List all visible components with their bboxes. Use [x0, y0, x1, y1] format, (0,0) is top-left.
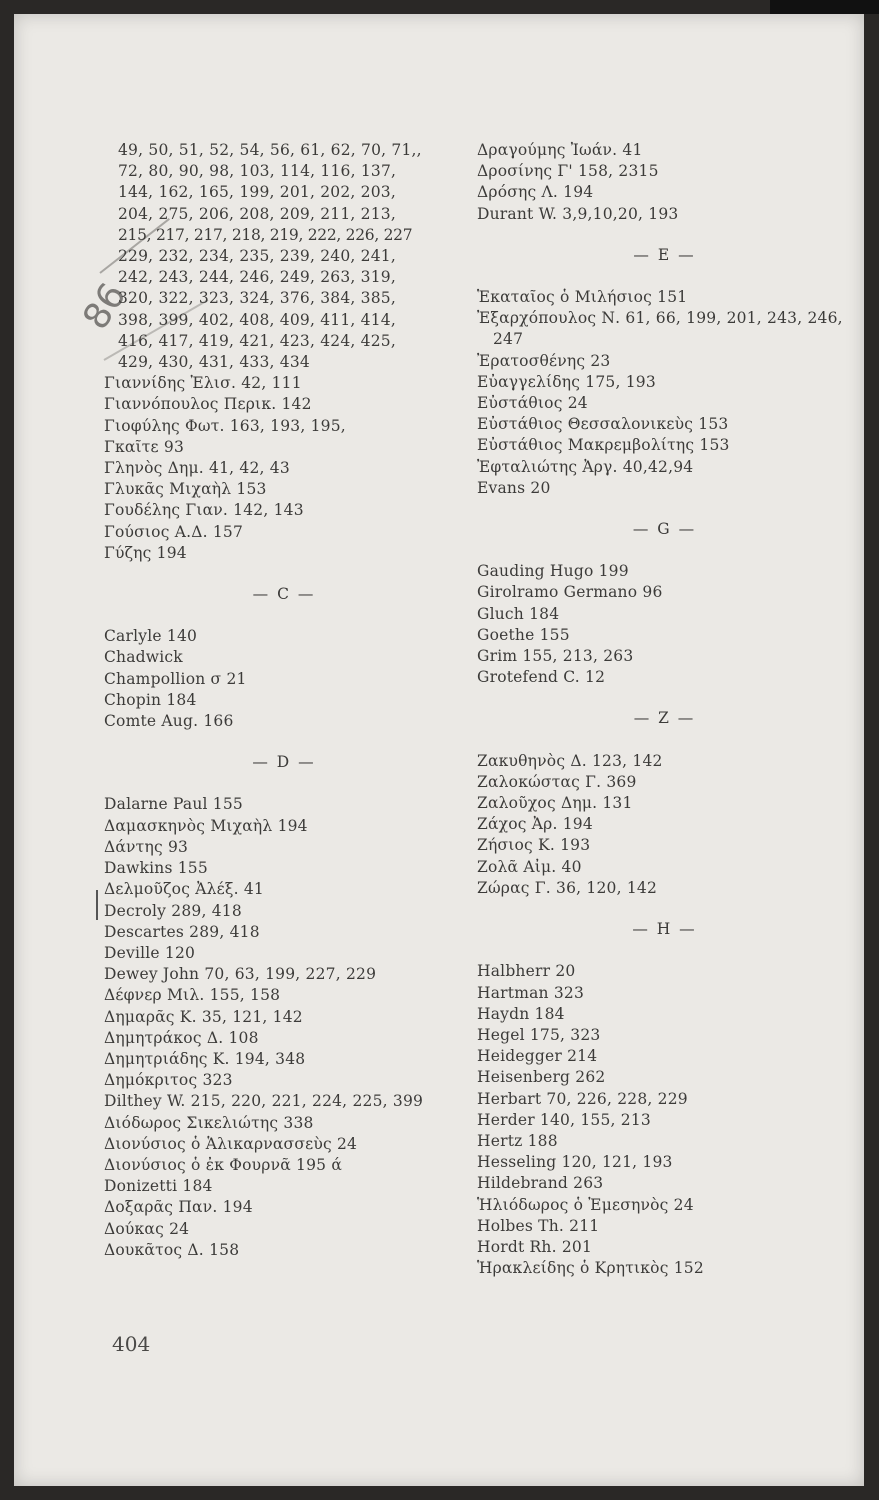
left-index-column — [104, 140, 464, 1261]
index-entry: 229, 232, 234, 235, 239, 240, 241, — [118, 247, 396, 266]
index-entry: Δούκας 24 — [104, 1219, 190, 1238]
right-index-column — [477, 140, 852, 1279]
index-entry: Δρόσης Λ. 194 — [477, 183, 594, 202]
section-heading-g: — G — — [632, 520, 697, 539]
section-heading-c: — C — — [252, 585, 316, 604]
index-entry: 320, 322, 323, 324, 376, 384, 385, — [118, 289, 396, 308]
index-entry: Δαμασκηνὸς Μιχαὴλ 194 — [104, 816, 308, 835]
index-entry: Δέφνερ Μιλ. 155, 158 — [104, 986, 281, 1005]
index-entry: Γιαννίδης Ἐλισ. 42, 111 — [104, 374, 302, 393]
section-d-entries — [104, 794, 464, 1260]
index-entry: Ζάχος Ἀρ. 194 — [477, 815, 593, 834]
index-entry: Halbherr 20 — [477, 962, 576, 981]
index-entry: Hildebrand 263 — [477, 1174, 604, 1193]
index-entry: Δοξαρᾶς Παν. 194 — [104, 1198, 253, 1217]
index-entry: Διονύσιος ὁ ἐκ Φουρνᾶ 195 ά — [104, 1155, 343, 1174]
index-entry: Δημαρᾶς Κ. 35, 121, 142 — [104, 1007, 303, 1026]
index-entry: Donizetti 184 — [104, 1177, 213, 1196]
section-z-entries — [477, 751, 852, 899]
index-entry: Chadwick — [104, 648, 183, 667]
index-entry: Δημόκριτος 323 — [104, 1071, 233, 1090]
index-entry: Εὐστάθιος Θεσσαλονικεὺς 153 — [477, 415, 729, 434]
index-entry: Decroly 289, 418 — [104, 901, 242, 920]
index-entry: Γιοφύλης Φωτ. 163, 193, 195, — [104, 416, 346, 435]
index-entry: Grotefend C. 12 — [477, 668, 606, 687]
index-entry: Evans 20 — [477, 478, 551, 497]
index-entry: Ζήσιος Κ. 193 — [477, 836, 591, 855]
section-heading-d: — D — — [252, 753, 316, 772]
index-entry: Ἐρατοσθένης 23 — [477, 351, 611, 370]
section-e-entries — [477, 287, 852, 499]
index-entry: Grim 155, 213, 263 — [477, 647, 634, 666]
index-entry: Hordt Rh. 201 — [477, 1237, 593, 1256]
index-entry: Εὐστάθιος 24 — [477, 394, 588, 413]
index-entry: Dewey John 70, 63, 199, 227, 229 — [104, 965, 377, 984]
index-entry: Εὐαγγελίδης 175, 193 — [477, 372, 656, 391]
section-heading-z: — Z — — [633, 709, 696, 728]
index-entry: Dilthey W. 215, 220, 221, 224, 225, 399 — [104, 1092, 424, 1111]
section-c-entries — [104, 626, 464, 732]
page-number: 404 — [112, 1332, 151, 1356]
index-entry: 416, 417, 419, 421, 423, 424, 425, — [118, 331, 396, 350]
index-entry: Ζαλοῦχος Δημ. 131 — [477, 794, 633, 813]
index-entry: Ζώρας Γ. 36, 120, 142 — [477, 878, 658, 897]
page-number-block — [104, 140, 464, 373]
index-entry: 398, 399, 402, 408, 409, 411, 414, — [118, 310, 396, 329]
index-entry: 429, 430, 431, 433, 434 — [118, 353, 310, 372]
index-entry: Γιαννόπουλος Περικ. 142 — [104, 395, 312, 414]
index-entry: Δελμοῦζος Ἀλέξ. 41 — [104, 880, 264, 899]
index-entry: Haydn 184 — [477, 1004, 565, 1023]
index-entry: Δάντης 93 — [104, 837, 189, 856]
index-entry: Ζολᾶ Αἰμ. 40 — [477, 857, 582, 876]
index-entry: Hesseling 120, 121, 193 — [477, 1153, 673, 1172]
index-entry: 144, 162, 165, 199, 201, 202, 203, — [118, 183, 396, 202]
index-entry: Durant W. 3,9,10,20, 193 — [477, 204, 679, 223]
index-entry: Champollion σ 21 — [104, 669, 247, 688]
index-entry: 72, 80, 90, 98, 103, 114, 116, 137, — [118, 162, 397, 181]
index-entry: Dawkins 155 — [104, 859, 208, 878]
index-entry: Girolramo Germano 96 — [477, 583, 663, 602]
section-g-entries — [477, 561, 852, 688]
index-entry: Hartman 323 — [477, 983, 585, 1002]
gamma-entries — [104, 373, 464, 564]
index-entry: Δημητράκος Δ. 108 — [104, 1028, 259, 1047]
pencil-margin-note: 86 — [75, 276, 135, 337]
index-entry: Heidegger 214 — [477, 1047, 598, 1066]
index-entry: Chopin 184 — [104, 690, 197, 709]
index-entry: Descartes 289, 418 — [104, 922, 260, 941]
index-entry: Holbes Th. 211 — [477, 1216, 600, 1235]
index-entry: Carlyle 140 — [104, 627, 198, 646]
section-h-entries — [477, 961, 852, 1279]
index-entry: Δραγούμης Ἰωάν. 41 — [477, 141, 643, 159]
index-entry: Γληνὸς Δημ. 41, 42, 43 — [104, 459, 290, 478]
index-entry: Γούσιος Α.Δ. 157 — [104, 522, 244, 541]
pencil-mark — [96, 890, 98, 920]
section-heading-e: — E — — [633, 245, 696, 264]
index-entry: Herder 140, 155, 213 — [477, 1110, 651, 1129]
index-entry: Heisenberg 262 — [477, 1068, 606, 1087]
index-entry: 242, 243, 244, 246, 249, 263, 319, — [118, 268, 396, 287]
index-entry: Ἡρακλείδης ὁ Κρητικὸς 152 — [477, 1259, 704, 1278]
index-entry: Ἑκαταῖος ὁ Μιλήσιος 151 — [477, 288, 688, 307]
index-entry: Γλυκᾶς Μιχαὴλ 153 — [104, 480, 267, 499]
index-entry: Δημητριάδης Κ. 194, 348 — [104, 1049, 306, 1068]
index-entry: 215, 217, 217, 218, 219, 222, 226, 227 — [118, 225, 413, 244]
index-entry: Γκαῖτε 93 — [104, 437, 185, 456]
section-heading-h: — H — — [632, 920, 697, 939]
index-entry: Γύζης 194 — [104, 543, 187, 562]
index-entry: Ἐφταλιώτης Ἀργ. 40,42,94 — [477, 457, 694, 476]
index-entry: Deville 120 — [104, 943, 196, 962]
index-entry: Διόδωρος Σικελιώτης 338 — [104, 1113, 314, 1132]
index-entry: Δουκᾶτος Δ. 158 — [104, 1240, 240, 1259]
index-entry: Hertz 188 — [477, 1131, 558, 1150]
index-entry: Ζαλοκώστας Γ. 369 — [477, 772, 637, 791]
index-entry: Ἐξαρχόπουλος Ν. 61, 66, 199, 201, 243, 246, 247 — [477, 309, 843, 349]
index-entry: 49, 50, 51, 52, 54, 56, 61, 62, 70, 71,, — [118, 141, 422, 159]
index-entry: Γουδέλης Γιαν. 142, 143 — [104, 501, 304, 520]
index-entry: Hegel 175, 323 — [477, 1025, 601, 1044]
index-entry: Herbart 70, 226, 228, 229 — [477, 1089, 688, 1108]
index-entry: Dalarne Paul 155 — [104, 795, 243, 814]
index-entry: Gluch 184 — [477, 604, 560, 623]
index-entry: Ζακυθηνὸς Δ. 123, 142 — [477, 751, 663, 770]
index-entry: Goethe 155 — [477, 625, 570, 644]
index-entry: Comte Aug. 166 — [104, 712, 234, 731]
top-entries — [477, 140, 852, 225]
index-entry: Gauding Hugo 199 — [477, 562, 629, 581]
index-entry: 204, 275, 206, 208, 209, 211, 213, — [118, 204, 396, 223]
index-entry: Εὐστάθιος Μακρεμβολίτης 153 — [477, 436, 730, 455]
index-entry: Ἡλιόδωρος ὁ Ἐμεσηνὸς 24 — [477, 1195, 694, 1214]
index-entry: Δροσίνης Γ' 158, 2315 — [477, 162, 659, 181]
scan-edge — [770, 0, 879, 14]
index-entry: Διονύσιος ὁ Ἁλικαρνασσεὺς 24 — [104, 1134, 358, 1153]
